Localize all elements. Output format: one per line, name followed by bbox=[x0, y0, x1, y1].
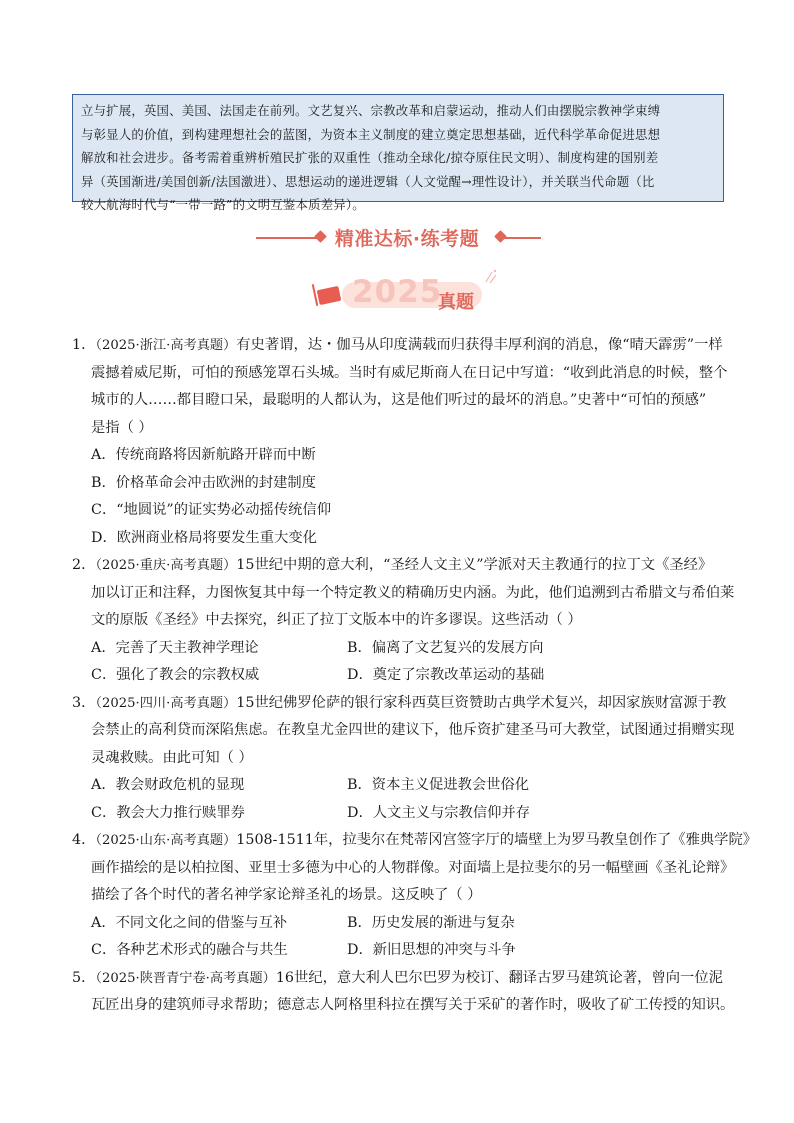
question-item bbox=[72, 552, 735, 690]
question-first-line bbox=[72, 552, 732, 580]
question-source: （2025·四川·高考真题） bbox=[95, 695, 237, 711]
option-row bbox=[72, 910, 732, 938]
option-b: B．价格革命会冲击欧洲的封建制度 bbox=[91, 474, 316, 491]
intro-line: 异（英国渐进/美国创新/法国激进）、思想运动的递进逻辑（人文觉醒→理性设计），并关联当代命题（比 bbox=[81, 173, 655, 189]
question-stem: 加以订正和注释，力图恢复其中每一个特定教义的精确历史内涵。为此，他们追溯到古希腊文与希伯莱 bbox=[91, 584, 735, 601]
question-item bbox=[72, 965, 735, 1020]
question-number: 3． bbox=[72, 694, 96, 711]
intro-line: 较大航海时代与“一带一路”的文明互鉴本质差异）。 bbox=[81, 197, 365, 212]
question-stem: 灵魂救赎。由此可知（ ） bbox=[91, 749, 253, 766]
question-item bbox=[72, 332, 732, 552]
sparkle-icon bbox=[482, 268, 500, 286]
option-d: D．人文主义与宗教信仰并存 bbox=[347, 804, 531, 821]
intro-summary-box bbox=[72, 94, 724, 212]
option-a: A．不同文化之间的借鉴与互补 bbox=[91, 914, 288, 931]
option-row bbox=[72, 635, 732, 663]
option-row bbox=[72, 937, 732, 965]
intro-line: 与彰显人的价值，到构建理想社会的蓝图，为资本主义制度的建立奠定思想基础，近代科学革命促进思想 bbox=[81, 126, 661, 142]
option-row bbox=[72, 662, 732, 690]
option-d: D．欧洲商业格局将要发生重大变化 bbox=[91, 529, 317, 546]
question-stem: 文的原版《圣经》中去探究，纠正了拉丁文版本中的许多谬误。这些活动（ ） bbox=[91, 612, 582, 628]
question-stem: 画作描绘的是以柏拉图、亚里士多德为中心的人物群像。对面墙上是拉斐尔的另一幅壁画《圣礼论辩》 bbox=[91, 859, 735, 876]
question-list bbox=[72, 332, 758, 1020]
option-b: B．历史发展的渐进与复杂 bbox=[347, 914, 515, 931]
question-first-line bbox=[72, 332, 732, 360]
question-item bbox=[72, 690, 735, 828]
question-source: （2025·浙江·高考真题） bbox=[95, 338, 237, 353]
option-row bbox=[72, 800, 732, 828]
flag-icon bbox=[317, 286, 342, 305]
question-stem: 15世纪中期的意大利，“圣经人文主义”学派对天主教通行的拉丁文《圣经》 bbox=[236, 557, 713, 573]
question-source: （2025·山东·高考真题） bbox=[95, 833, 237, 848]
question-source: （2025·陕晋青宁卷·高考真题） bbox=[95, 970, 276, 986]
question-stem: 是指（ ） bbox=[91, 419, 153, 436]
option-c: C．各种艺术形式的融合与共生 bbox=[91, 942, 288, 958]
header-divider-right bbox=[501, 237, 541, 239]
year-badge bbox=[312, 268, 502, 314]
question-stem: 震撼着威尼斯，可怕的预感笼罩石头城。当时有威尼斯商人在日记中写道：“收到此消息的时候，整个 bbox=[91, 364, 728, 381]
question-source: （2025·重庆·高考真题） bbox=[95, 558, 237, 573]
question-first-line bbox=[72, 827, 758, 855]
question-number: 1． bbox=[72, 337, 96, 353]
intro-line: 立与扩展，英国、美国、法国走在前列。文艺复兴、宗教改革和启蒙运动，推动人们由摆脱宗教神学束缚 bbox=[81, 103, 661, 118]
question-stem: 有史著谓，达・伽马从印度满载而归获得丰厚利润的消息，像“晴天霹雳”一样 bbox=[236, 337, 723, 353]
question-first-line bbox=[72, 690, 732, 718]
question-stem: 会禁止的高利贷而深陷焦虑。在教皇尤金四世的建议下，他斥资扩建圣马可大教堂，试图通过捐赠实现 bbox=[91, 722, 735, 738]
question-stem: 1508-1511年，拉斐尔在梵蒂冈宫签字厅的墙壁上为罗马教皇创作了《雅典学院》 bbox=[236, 832, 758, 848]
option-c: C．教会大力推行赎罪券 bbox=[91, 804, 245, 821]
option-d: D．奠定了宗教改革运动的基础 bbox=[347, 667, 545, 683]
question-stem: 城市的人……都目瞪口呆，最聪明的人都认为，这是他们听过的最坏的消息。”史著中“可怕的预感” bbox=[91, 392, 707, 408]
section-header bbox=[0, 224, 794, 250]
question-number: 2． bbox=[72, 557, 96, 573]
section-title: 精准达标·练考题 bbox=[334, 228, 480, 250]
badge-label: 真题 bbox=[438, 292, 474, 313]
question-stem: 15世纪佛罗伦萨的银行家科西莫巨资赞助古典学术复兴，却因家族财富源于教 bbox=[236, 694, 727, 711]
question-number: 4． bbox=[72, 832, 96, 848]
option-a: A．教会财政危机的显现 bbox=[91, 777, 245, 793]
option-c: C．“地圆说”的证实势必动摇传统信仰 bbox=[91, 502, 332, 518]
option-d: D．新旧思想的冲突与斗争 bbox=[347, 942, 516, 958]
header-divider-left bbox=[256, 237, 318, 239]
question-stem: 瓦匠出身的建筑师寻求帮助；德意志人阿格里科拉在撰写关于采矿的著作时，吸收了矿工传授的知识。 bbox=[91, 997, 735, 1013]
question-stem: 16世纪，意大利人巴尔巴罗为校订、翻译古罗马建筑论著，曾向一位泥 bbox=[275, 969, 723, 986]
option-b: B．偏离了文艺复兴的发展方向 bbox=[347, 639, 544, 656]
option-b: B．资本主义促进教会世俗化 bbox=[347, 777, 530, 793]
option-a: A．传统商路将因新航路开辟而中断 bbox=[91, 447, 316, 463]
question-number: 5． bbox=[72, 969, 96, 986]
intro-line: 解放和社会进步。备考需着重辨析殖民扩张的双重性（推动全球化/掠夺原住民文明）、制度构建的国别差 bbox=[81, 150, 659, 165]
option-a: A．完善了天主教神学理论 bbox=[91, 639, 259, 656]
option-c: C．强化了教会的宗教权威 bbox=[91, 667, 260, 683]
badge-year: 2025 bbox=[352, 274, 443, 310]
option-row bbox=[72, 772, 732, 800]
question-item bbox=[72, 827, 758, 965]
question-stem: 描绘了各个时代的著名神学家论辩圣礼的场景。这反映了（ ） bbox=[91, 887, 482, 903]
question-first-line bbox=[72, 965, 732, 993]
